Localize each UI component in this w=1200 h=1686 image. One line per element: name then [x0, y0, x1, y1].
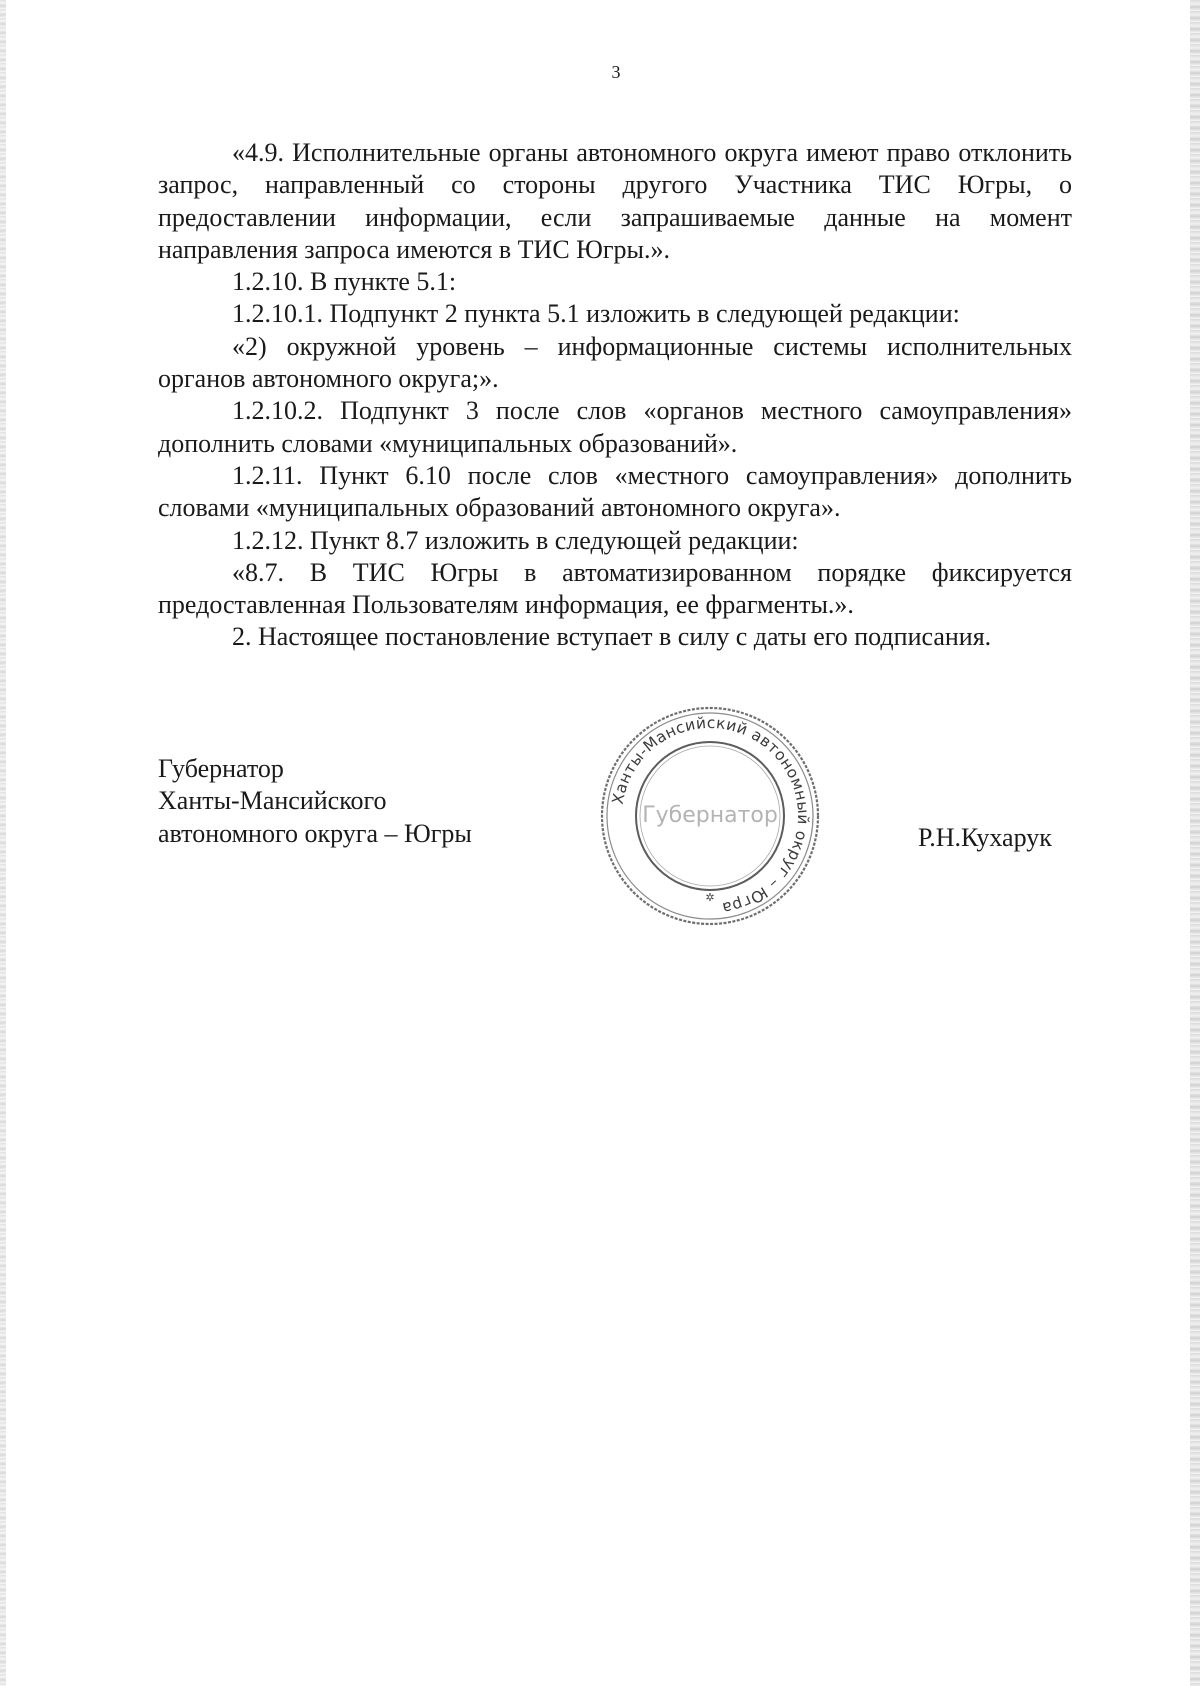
official-seal	[594, 700, 826, 932]
paragraph-okrug-level: «2) окружной уровень – информационные системы исполнительных органов автономного округа;».	[158, 331, 1072, 394]
paragraph-1-2-10-1: 1.2.10.1. Подпункт 2 пункта 5.1 изложить в следующей редакции:	[232, 299, 960, 329]
seal-graphic	[594, 700, 826, 932]
paragraph-1-2-10-2: 1.2.10.2. Подпункт 3 после слов «органов местного самоуправления» дополнить словами «муниципальных образований».	[158, 396, 1072, 458]
svg-text:Ханты-Мансийский автономный ок: Ханты-Мансийский автономный округ – Югра	[608, 713, 813, 918]
signatory-title-line: Ханты-Мансийского	[158, 786, 387, 816]
scan-border-left	[0, 0, 6, 1686]
signatory-name: Р.Н.Кухарук	[918, 823, 1052, 852]
paragraph-8-7: «8.7. В ТИС Югры в автоматизированном порядке фиксируется предоставленная Пользователям информация, ее фрагменты.».	[158, 557, 1072, 620]
svg-text:✲: ✲	[705, 891, 715, 904]
paragraph-effective-date: 2. Настоящее постановление вступает в силу с даты его подписания.	[232, 622, 992, 652]
signatory-title	[158, 753, 472, 850]
scan-border-right	[1190, 0, 1200, 1686]
document-body	[158, 137, 1072, 654]
signatory-title-line: Губернатор	[158, 754, 284, 783]
paragraph-4-9: «4.9. Исполнительные органы автономного округа имеют право отклонить запрос, направленный со стороны другого Участника ТИС Югры, о предоставлении информации, если запрашиваемые данные на момент направления запроса имеются в ТИС Югры.».	[158, 138, 1072, 264]
svg-text:Губернатор: Губернатор	[642, 803, 778, 828]
paragraph-1-2-10: 1.2.10. В пункте 5.1:	[232, 267, 457, 297]
paragraph-1-2-11: 1.2.11. Пункт 6.10 после слов «местного самоуправления» дополнить словами «муниципальных образований автономного округа».	[158, 460, 1072, 523]
paragraph-1-2-12: 1.2.12. Пункт 8.7 изложить в следующей редакции:	[232, 525, 799, 555]
signatory-title-line: автономного округа – Югры	[158, 818, 472, 848]
page-number: 3	[611, 62, 621, 82]
